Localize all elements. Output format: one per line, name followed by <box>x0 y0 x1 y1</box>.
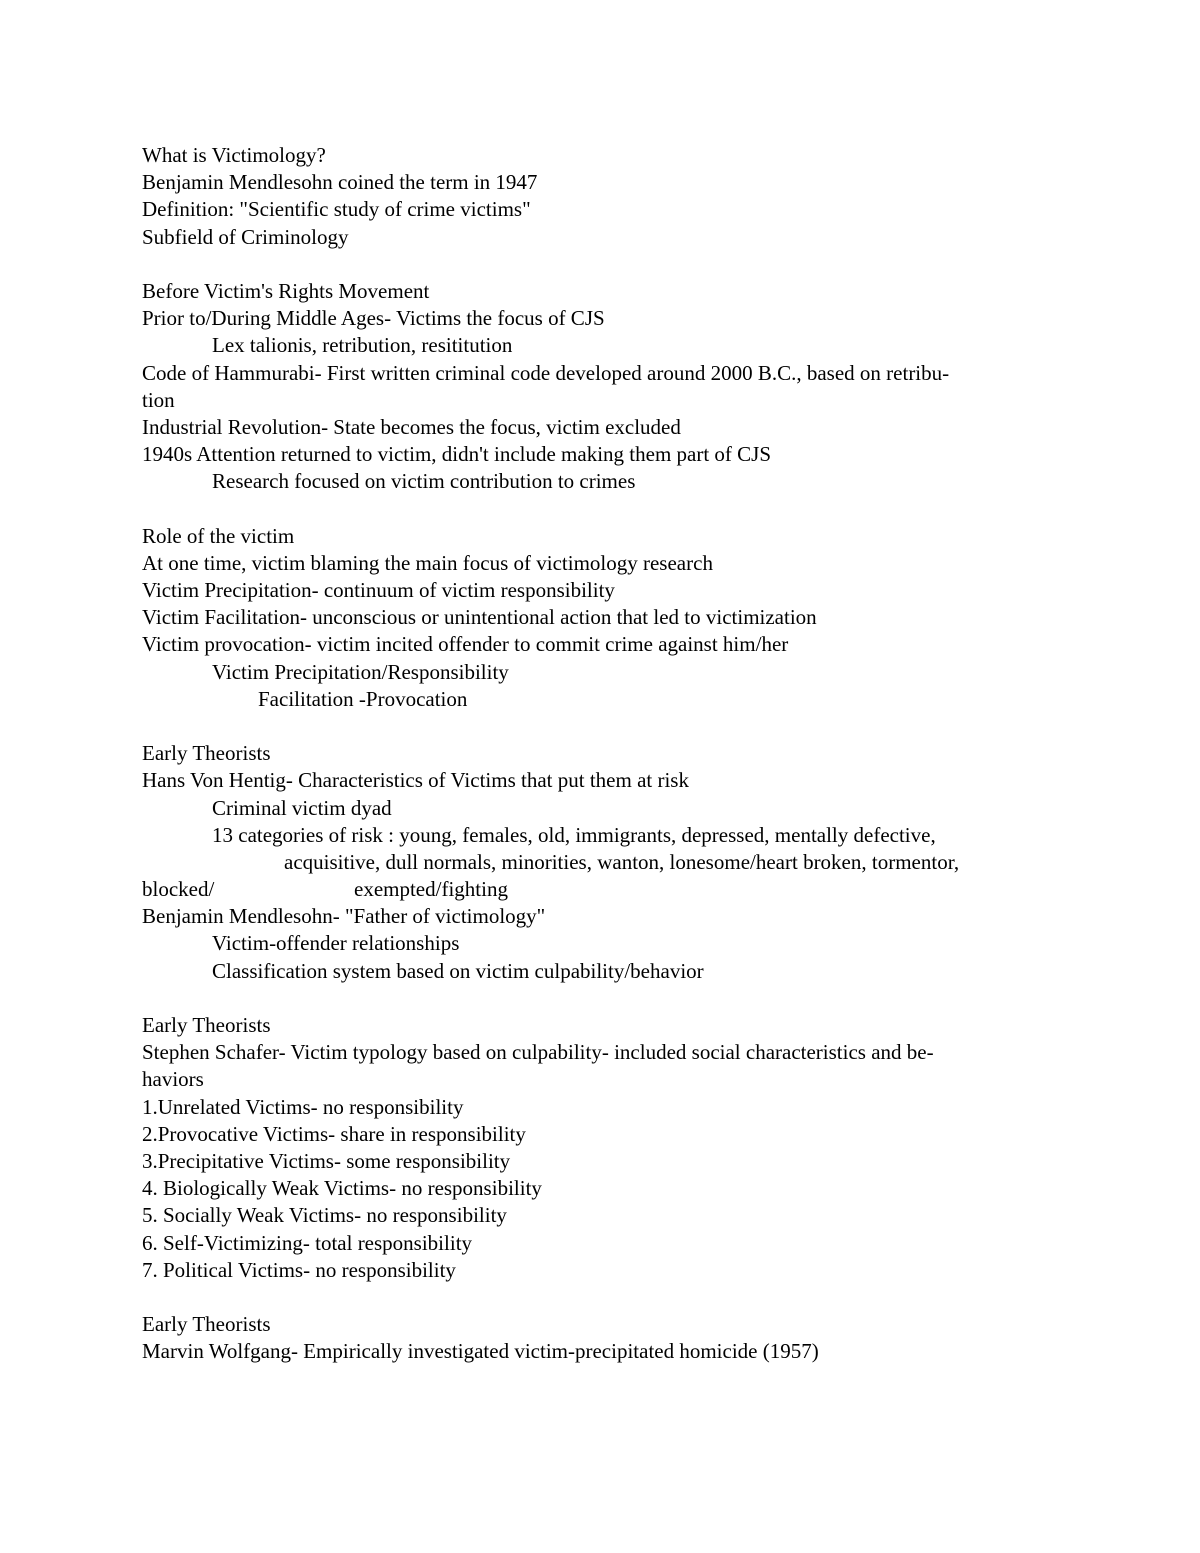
text-line: Victim Facilitation- unconscious or unintentional action that led to victimization <box>142 605 817 630</box>
text-fragment: exempted/fighting <box>354 877 508 902</box>
section-heading: Early Theorists <box>142 741 271 766</box>
blank-line <box>142 251 1062 278</box>
list-item: 7. Political Victims- no responsibility <box>142 1257 456 1282</box>
text-line: Code of Hammurabi- First written criminal code developed around 2000 B.C., based on retribu- <box>142 360 950 385</box>
text-line: Lex talionis, retribution, resititution <box>212 333 513 358</box>
text-line: 1940s Attention returned to victim, didn't include making them part of CJS <box>142 442 772 467</box>
blank-line <box>142 713 1062 740</box>
text-fragment: blocked/ <box>142 877 215 902</box>
text-line: Research focused on victim contribution to crimes <box>212 469 636 494</box>
blank-line <box>142 985 1062 1012</box>
section-heading: Early Theorists <box>142 1312 271 1337</box>
text-line: Stephen Schafer- Victim typology based on culpability- included social characteristics and be- <box>142 1040 934 1065</box>
text-line: Victim provocation- victim incited offender to commit crime against him/her <box>142 632 789 657</box>
text-line: Classification system based on victim culpability/behavior <box>212 958 704 983</box>
text-line: Prior to/During Middle Ages- Victims the focus of CJS <box>142 306 605 331</box>
section-heading: Before Victim's Rights Movement <box>142 278 430 303</box>
text-line: Facilitation -Provocation <box>258 686 468 711</box>
text-line <box>142 876 1062 903</box>
blank-line <box>142 1284 1062 1311</box>
section-heading: Early Theorists <box>142 1013 271 1037</box>
text-line: Criminal victim dyad <box>212 795 392 820</box>
text-line: Hans Von Hentig- Characteristics of Victims that put them at risk <box>142 768 689 793</box>
list-item: 1.Unrelated Victims- no responsibility <box>142 1094 464 1119</box>
text-line: Benjamin Mendlesohn- "Father of victimology" <box>142 904 546 929</box>
text-line: acquisitive, dull normals, minorities, wanton, lonesome/heart broken, tormentor, <box>284 849 960 874</box>
list-item: 6. Self-Victimizing- total responsibility <box>142 1230 473 1255</box>
text-line: 13 categories of risk : young, females, old, immigrants, depressed, mentally defective, <box>212 822 936 847</box>
text-line: haviors <box>142 1067 204 1092</box>
list-item: 5. Socially Weak Victims- no responsibility <box>142 1203 507 1228</box>
blank-line <box>142 495 1062 522</box>
section-heading: What is Victimology? <box>142 143 326 167</box>
text-line: At one time, victim blaming the main focus of victimology research <box>142 550 713 575</box>
text-line: tion <box>142 387 175 412</box>
section-heading: Role of the victim <box>142 523 295 548</box>
text-line: Marvin Wolfgang- Empirically investigated victim-precipitated homicide (1957) <box>142 1339 819 1364</box>
text-line: Victim Precipitation/Responsibility <box>212 659 509 684</box>
text-line: Subfield of Criminology <box>142 224 349 249</box>
list-item: 4. Biologically Weak Victims- no responsibility <box>142 1176 542 1201</box>
text-line: Definition: "Scientific study of crime victims" <box>142 197 531 222</box>
list-item: 2.Provocative Victims- share in responsibility <box>142 1121 526 1146</box>
text-line: Industrial Revolution- State becomes the focus, victim excluded <box>142 414 681 439</box>
list-item: 3.Precipitative Victims- some responsibility <box>142 1148 511 1173</box>
text-line: Victim Precipitation- continuum of victim responsibility <box>142 578 615 602</box>
document-body <box>142 142 1062 1365</box>
text-line: Victim-offender relationships <box>212 931 460 956</box>
text-line: Benjamin Mendlesohn coined the term in 1947 <box>142 170 538 195</box>
